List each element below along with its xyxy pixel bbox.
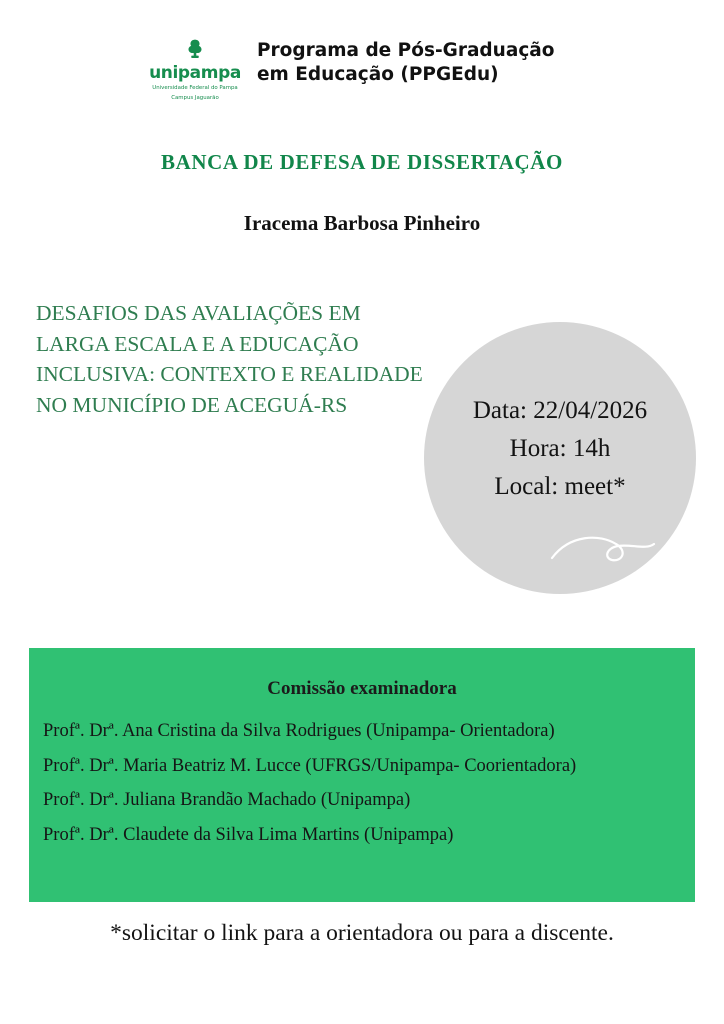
committee-panel (29, 648, 695, 902)
event-date: Data: 22/04/2026 (472, 397, 648, 424)
tree-icon (182, 38, 208, 64)
committee-title: Comissão examinadora (267, 678, 457, 699)
logo-subline-1: Universidade Federal do Pampa (152, 85, 238, 91)
list-item: Profª. Drª. Claudete da Silva Lima Martins (Unipampa) (43, 824, 454, 845)
event-info (424, 392, 696, 506)
committee-list (43, 722, 695, 860)
banca-heading: BANCA DE DEFESA DE DISSERTAÇÃO (161, 150, 563, 174)
footer-note: *solicitar o link para a orientadora ou para a discente. (110, 920, 614, 946)
unipampa-logo (147, 36, 243, 103)
logo-subline-2: Campus Jaguarão (171, 95, 219, 102)
dissertation-title: DESAFIOS DAS AVALIAÇÕES EM LARGA ESCALA E A EDUCAÇÃO INCLUSIVA: CONTEXTO E REALIDADE NO MUNICÍPIO DE ACEGUÁ-RS (36, 301, 423, 417)
event-time: Hora: 14h (509, 435, 611, 462)
program-title: Programa de Pós-Graduação em Educação (PPGEdu) (257, 40, 555, 86)
logo-block (147, 36, 577, 103)
author-name: Iracema Barbosa Pinheiro (243, 211, 481, 235)
list-item: Profª. Drª. Ana Cristina da Silva Rodrigues (Unipampa- Orientadora) (43, 721, 555, 741)
logo-wordmark: unipampa (149, 63, 241, 83)
list-item: Profª. Drª. Juliana Brandão Machado (Unipampa) (43, 790, 411, 810)
list-item: Profª. Drª. Maria Beatriz M. Lucce (UFRGS/Unipampa- Coorientadora) (43, 755, 577, 776)
event-place: Local: meet* (494, 473, 626, 500)
header (0, 36, 724, 103)
